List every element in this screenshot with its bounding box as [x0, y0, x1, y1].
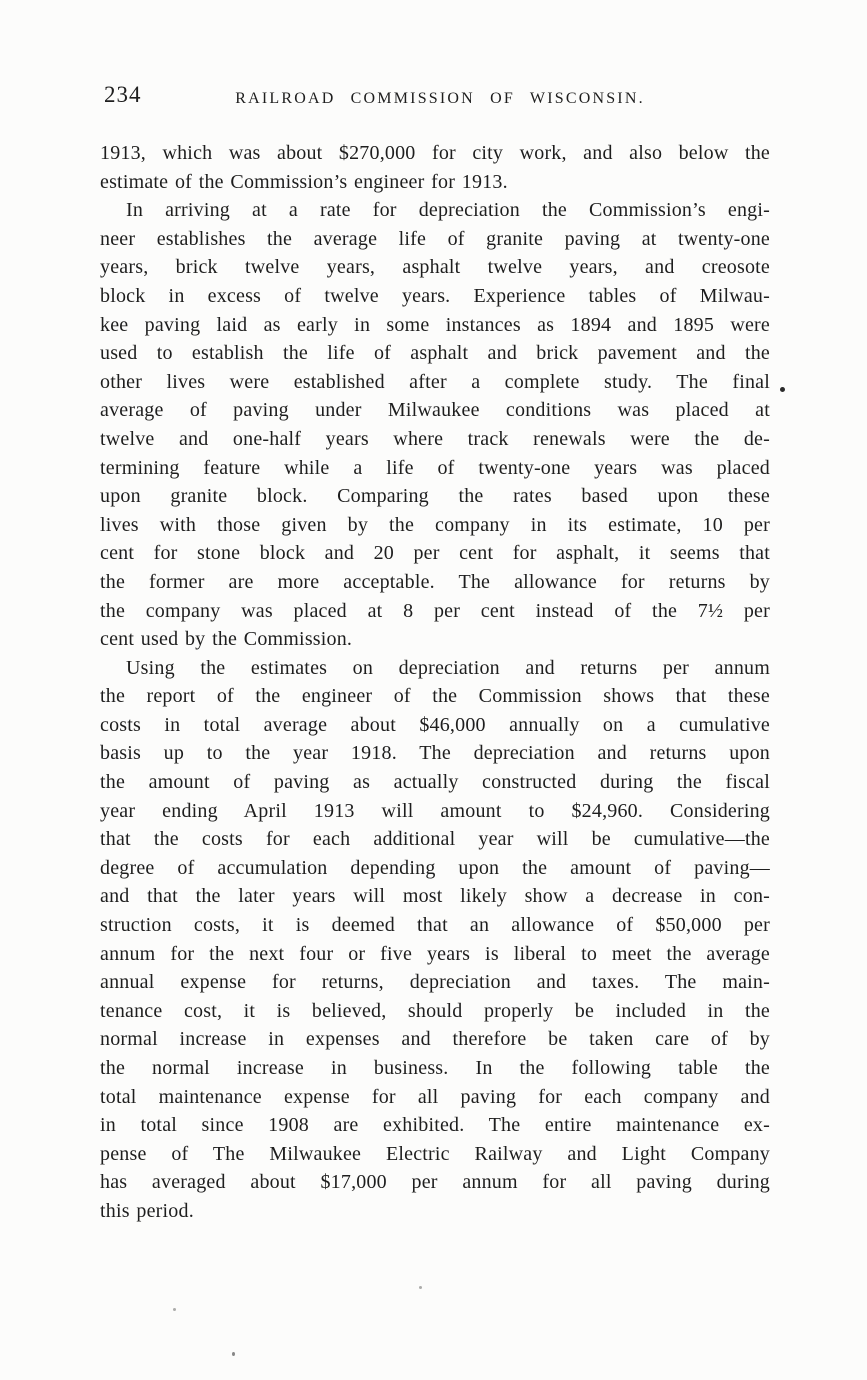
- running-title: RAILROAD COMMISSION OF WISCONSIN.: [235, 90, 645, 107]
- text-line: twelve and one-half years where track renewals were the de-: [100, 427, 770, 450]
- page-number: 234: [104, 82, 142, 107]
- text-line: in total since 1908 are exhibited. The entire maintenance ex-: [100, 1114, 770, 1137]
- text-line: average of paving under Milwaukee conditions was placed at: [100, 399, 770, 422]
- text-line: pense of The Milwaukee Electric Railway and Light Company: [100, 1142, 770, 1165]
- text-line: the report of the engineer of the Commission shows that these: [100, 685, 770, 708]
- text-line: years, brick twelve years, asphalt twelve years, and creosote: [100, 256, 770, 279]
- text-line: normal increase in expenses and therefore be taken care of by: [100, 1028, 770, 1051]
- text-line: neer establishes the average life of granite paving at twenty-one: [100, 227, 770, 250]
- text-line: the amount of paving as actually constructed during the fiscal: [100, 771, 770, 794]
- text-line: 1913, which was about $270,000 for city work, and also below the: [100, 142, 770, 164]
- text-line: annum for the next four or five years is liberal to meet the average: [100, 942, 770, 965]
- text-line: Using the estimates on depreciation and returns per annum: [126, 656, 770, 679]
- text-line: basis up to the year 1918. The depreciation and returns upon: [100, 742, 770, 765]
- text-line: annual expense for returns, depreciation and taxes. The main-: [100, 971, 770, 994]
- text-line: that the costs for each additional year will be cumulative—the: [100, 828, 770, 851]
- text-line: estimate of the Commission’s engineer for 1913.: [100, 170, 508, 193]
- text-line: used to establish the life of asphalt and brick pavement and the: [100, 342, 770, 365]
- text-line: kee paving laid as early in some instances as 1894 and 1895 were: [100, 313, 770, 336]
- scan-speckle: [419, 1286, 422, 1289]
- text-line: has averaged about $17,000 per annum for all paving during: [100, 1171, 770, 1194]
- text-line: In arriving at a rate for depreciation the Commission’s engi-: [126, 199, 770, 222]
- text-line: year ending April 1913 will amount to $24,960. Considering: [100, 799, 770, 822]
- text-line: upon granite block. Comparing the rates based upon these: [100, 485, 770, 508]
- scan-speckle: [173, 1308, 176, 1311]
- paragraph: [100, 139, 770, 196]
- text-line: costs in total average about $46,000 annually on a cumulative: [100, 713, 770, 736]
- paragraph: [100, 196, 770, 654]
- body-text: [100, 139, 770, 1226]
- ink-mark: [780, 387, 785, 392]
- text-line: other lives were established after a complete study. The final: [100, 370, 770, 393]
- text-line: and that the later years will most likely show a decrease in con-: [100, 885, 770, 908]
- paragraph: [100, 654, 770, 1226]
- text-line: cent used by the Commission.: [100, 628, 353, 651]
- text-line: lives with those given by the company in its estimate, 10 per: [100, 513, 770, 536]
- scan-speckle: [232, 1352, 235, 1356]
- text-line: cent for stone block and 20 per cent for asphalt, it seems that: [100, 542, 770, 565]
- text-line: struction costs, it is deemed that an allowance of $50,000 per: [100, 914, 770, 937]
- text-line: this period.: [100, 1199, 194, 1222]
- text-line: the company was placed at 8 per cent instead of the 7½ per: [100, 599, 770, 622]
- text-line: tenance cost, it is believed, should properly be included in the: [100, 999, 770, 1022]
- text-line: the former are more acceptable. The allowance for returns by: [100, 570, 770, 593]
- text-line: the normal increase in business. In the following table the: [100, 1057, 770, 1079]
- text-line: degree of accumulation depending upon the amount of paving—: [100, 856, 770, 879]
- text-line: termining feature while a life of twenty-one years was placed: [100, 456, 770, 479]
- text-line: total maintenance expense for all paving for each company and: [100, 1085, 770, 1108]
- text-line: block in excess of twelve years. Experience tables of Milwau-: [100, 284, 770, 307]
